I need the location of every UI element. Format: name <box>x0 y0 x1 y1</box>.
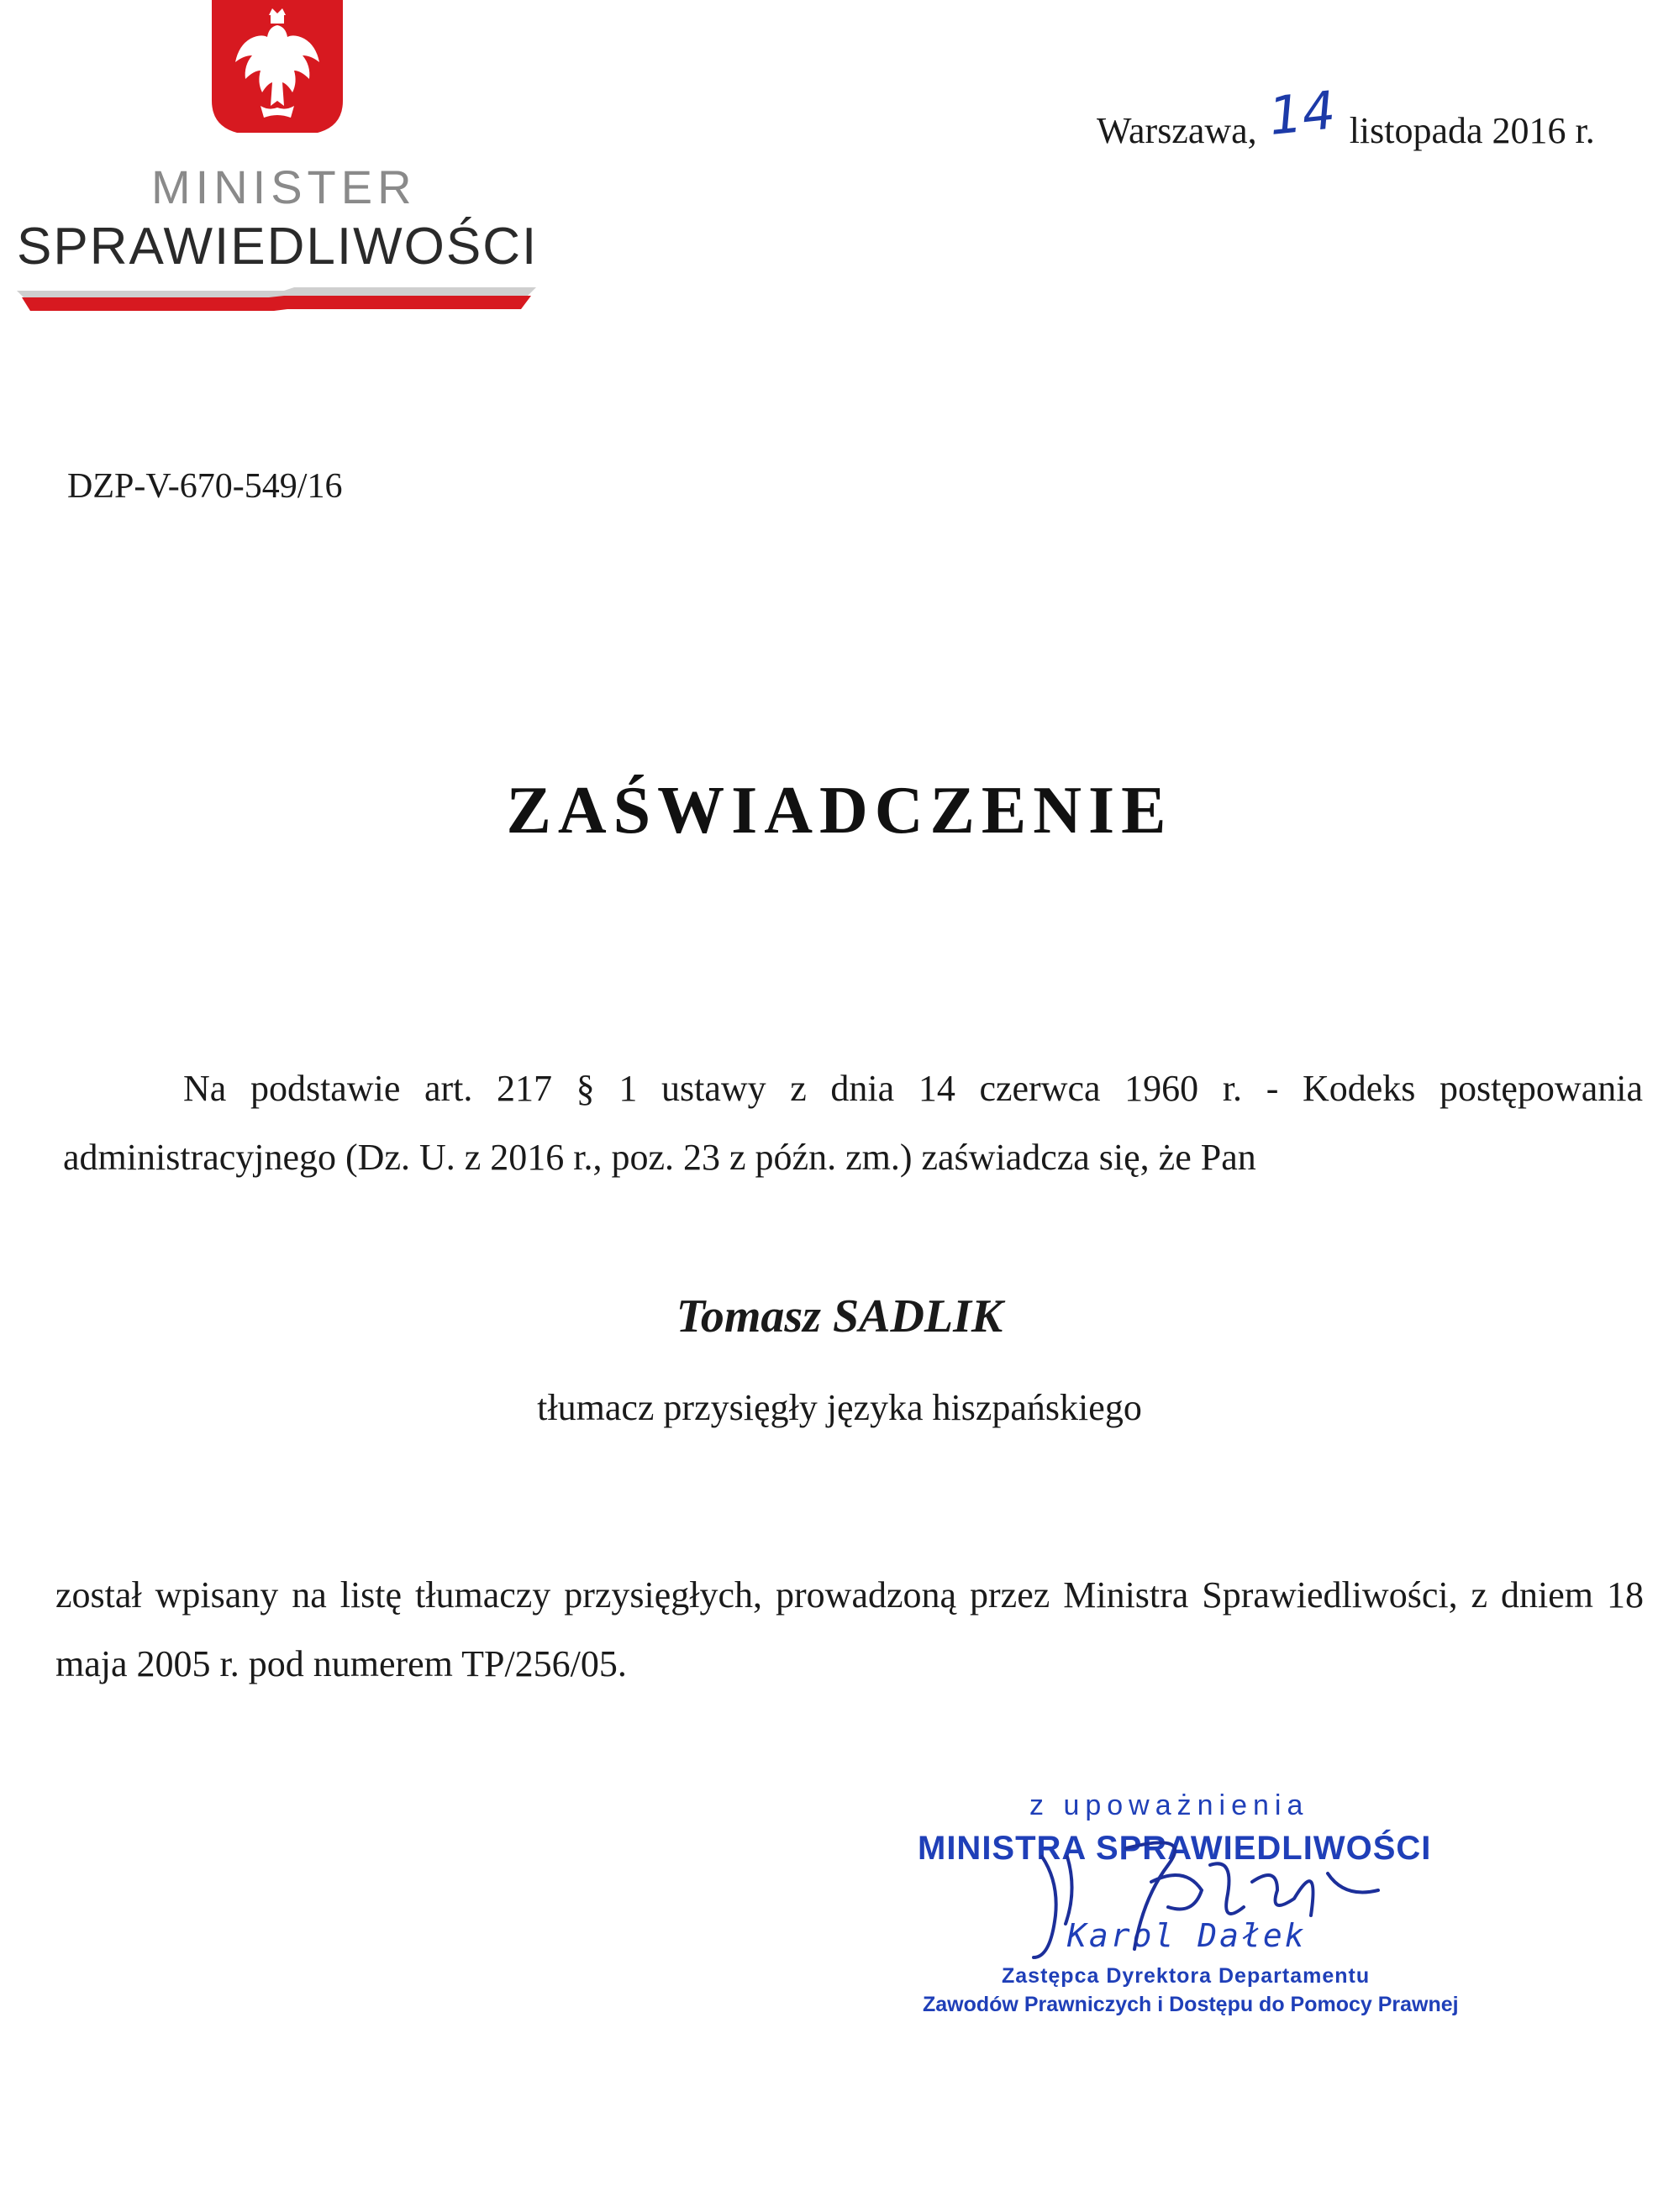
date-month-year: listopada 2016 r. <box>1349 110 1595 151</box>
date-day-handwritten: 14 <box>1266 79 1339 148</box>
document-title: ZAŚWIADCZENIE <box>506 774 1173 848</box>
polish-eagle-emblem-icon <box>210 0 345 134</box>
date-line <box>1097 79 1595 155</box>
letterhead-minister: MINISTER <box>151 160 417 213</box>
stamp-ministry: MINISTRA SPRAWIEDLIWOŚCI <box>918 1830 1432 1867</box>
letterhead-ministry-name: SPRAWIEDLIWOŚCI <box>17 218 539 276</box>
reference-number: DZP-V-670-549/16 <box>67 467 343 506</box>
handwritten-signature <box>1025 1831 1412 1974</box>
stamp-department: Zawodów Prawniczych i Dostępu do Pomocy Prawnej <box>923 1993 1459 2016</box>
letterhead-flag-bar <box>17 286 538 311</box>
stamp-signatory-name: Karol Dałek <box>1067 1917 1307 1954</box>
body-paragraph-1: Na podstawie art. 217 § 1 ustawy z dnia 14 czerwca 1960 r. - Kodeks postępowania administracyjnego (Dz. U. z 2016 r., poz. 23 z późn. zm.) zaświadcza się, że Pan <box>63 1068 1643 1178</box>
certified-person-name: Tomasz SADLIK <box>676 1290 1003 1342</box>
stamp-authorization: z upoważnienia <box>1029 1789 1309 1821</box>
date-place: Warszawa, <box>1097 110 1257 151</box>
stamp-position: Zastępca Dyrektora Departamentu <box>1002 1964 1371 1988</box>
certified-profession: tłumacz przysięgły języka hiszpańskiego <box>537 1387 1142 1428</box>
body-paragraph-2: został wpisany na listę tłumaczy przysięgłych, prowadzoną przez Ministra Sprawiedliwości, z dniem 18 maja 2005 r. pod numerem TP/256/05. <box>55 1574 1644 1684</box>
